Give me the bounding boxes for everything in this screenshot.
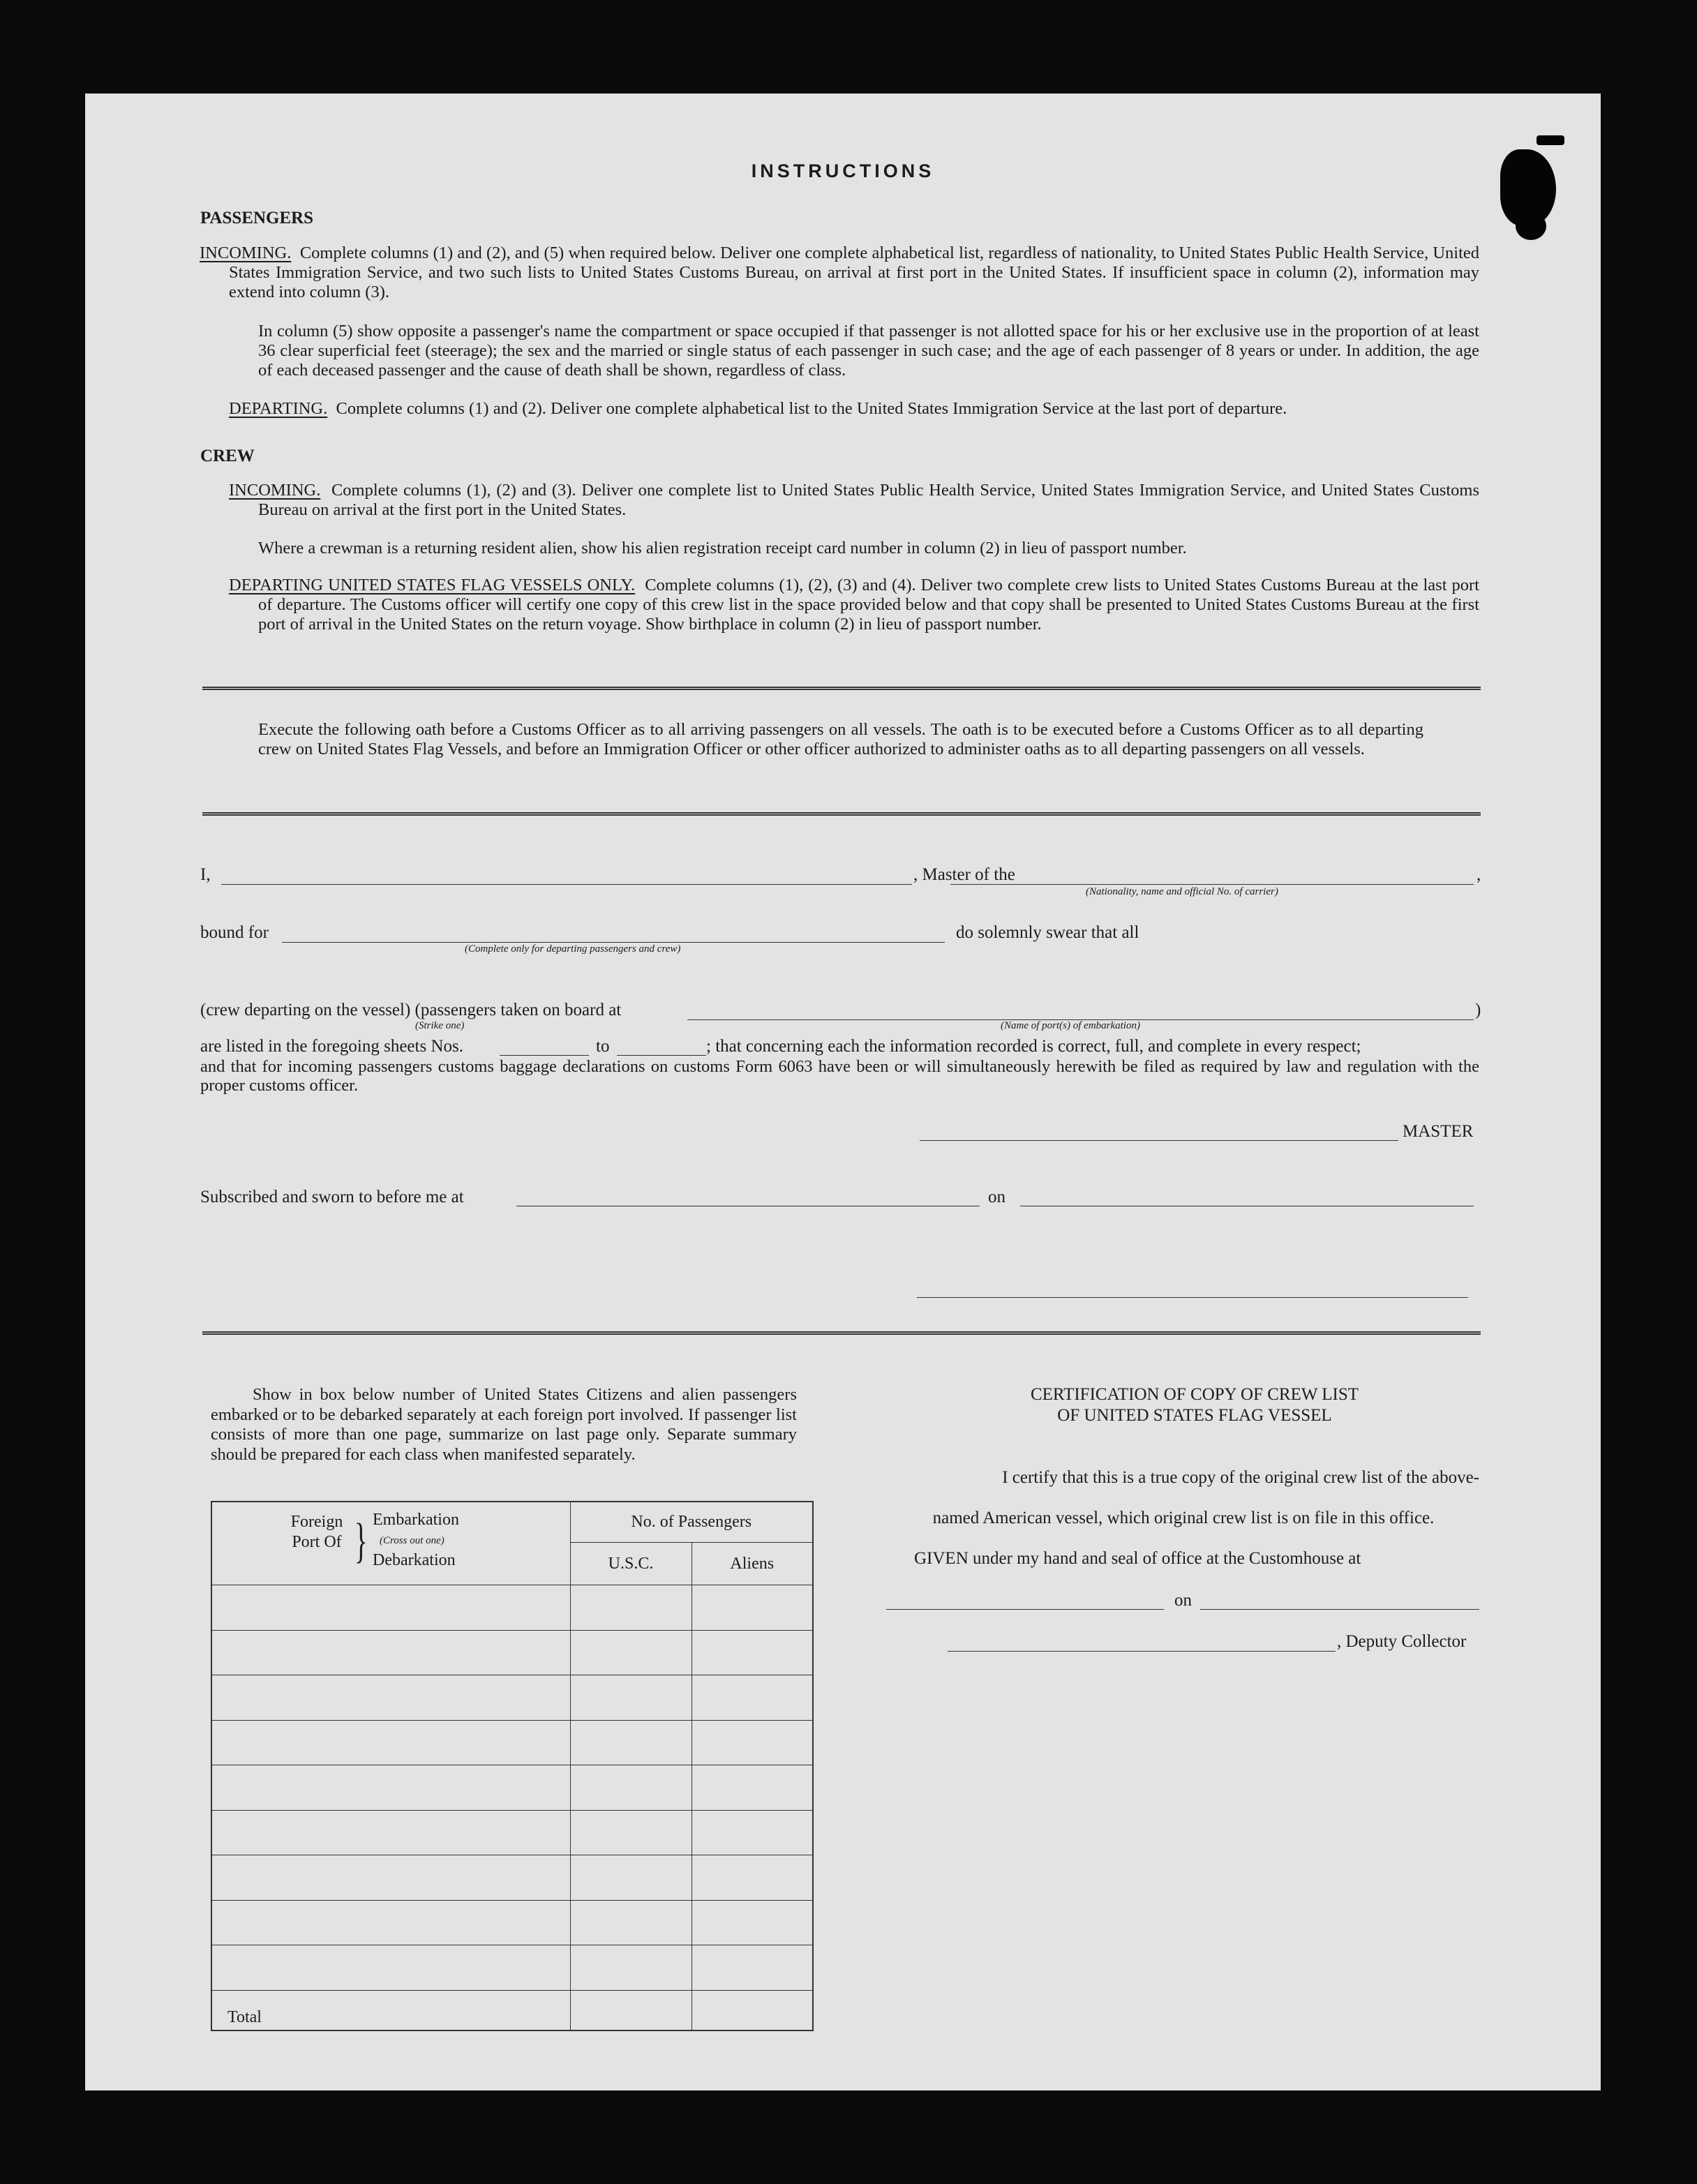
instructions-title: INSTRUCTIONS (751, 160, 935, 181)
total-row (211, 1990, 813, 2030)
section-divider (202, 812, 1481, 816)
sworn-on-label: on (988, 1188, 1006, 1206)
foreign-port-of-label: Foreign Port Of (290, 1513, 343, 1551)
sheets-label: are listed in the foregoing sheets Nos. (200, 1037, 463, 1056)
crew-departing-text: Complete columns (1), (2), (3) and (4). Deliver two complete crew lists to United States Customs Bureau at the last port of departure. The Customs officer will certify one copy of this crew list in the space provided below and that copy shall be presented to United States Customs Bureau at the first port of arrival in the United States on the return voyage. Show birthplace in column (2) in lieu of passport number. (258, 576, 1479, 634)
section-divider (202, 1331, 1481, 1335)
section-divider (202, 687, 1481, 690)
table-row (211, 1675, 813, 1721)
passengers-incoming-paragraph (200, 244, 1479, 302)
total-usc-cell[interactable] (570, 1990, 691, 2030)
column5-paragraph: In column (5) show opposite a passenger's name the compartment or space occupied if that passenger is not allotted space for his or her exclusive use in the proportion of at least 36 clear superficial feet (steerage); the sex and the married or single status of each passenger in such case; and the age of each passenger of 8 years or under. In addition, the age of each deceased passenger and the cause of death shall be shown, regardless of class. (258, 322, 1479, 380)
debarkation-label: Debarkation (373, 1551, 456, 1569)
master-signature-field[interactable] (920, 1140, 1398, 1141)
certify-line2: named American vessel, which original crew list is on file in this office. (932, 1509, 1435, 1527)
bound-caption: (Complete only for departing passengers and crew) (465, 943, 681, 955)
passengers-departing-text: Complete columns (1) and (2). Deliver one complete alphabetical list to the United States Immigration Service at the last port of departure. (336, 399, 1287, 418)
crew-departing-label: DEPARTING UNITED STATES FLAG VESSELS ONLY. (229, 576, 636, 594)
officer-signature-field[interactable] (917, 1297, 1468, 1298)
crew-incoming-text: Complete columns (1), (2) and (3). Deliver one complete list to United States Public Health Service, United States Immigration Service, and United States Customs Bureau on arrival at the first port in the United States. (258, 481, 1479, 519)
sheet-to-field[interactable] (617, 1055, 706, 1056)
sheets-text: ; that concerning each the information recorded is correct, full, and complete in every respect; (706, 1037, 1361, 1056)
close-paren: ) (1475, 1001, 1481, 1019)
cert-date-field[interactable] (1200, 1609, 1479, 1610)
swear-label: do solemnly swear that all (956, 923, 1139, 942)
table-row (211, 1810, 813, 1855)
bound-for-field[interactable] (282, 942, 945, 943)
given-text: GIVEN under my hand and seal of office at the Customhouse at (914, 1549, 1361, 1568)
customhouse-field[interactable] (886, 1609, 1164, 1610)
passengers-incoming-label: INCOMING. (200, 244, 292, 262)
table-row (211, 1585, 813, 1631)
usc-header: U.S.C. (570, 1543, 691, 1585)
deputy-collector-label: , Deputy Collector (1337, 1632, 1467, 1651)
strike-caption: (Strike one) (415, 1020, 465, 1031)
passengers-heading: PASSENGERS (200, 209, 314, 227)
total-label: Total (211, 1990, 570, 2030)
passengers-departing-label: DEPARTING. (229, 399, 328, 418)
form-sheet (85, 94, 1601, 2090)
cert-on-label: on (1174, 1591, 1192, 1610)
embarkation-label: Embarkation (373, 1511, 459, 1529)
crew-incoming-label: INCOMING. (229, 481, 321, 500)
crewman-paragraph: Where a crewman is a returning resident alien, show his alien registration receipt card number in column (2) in lieu of passport number. (258, 539, 1187, 558)
certification-title-line1: CERTIFICATION OF COPY OF CREW LIST (1030, 1385, 1359, 1404)
sheet-from-field[interactable] (500, 1055, 589, 1056)
ink-blot-artifact (1516, 212, 1546, 240)
table-row (211, 1720, 813, 1765)
passengers-incoming-text: Complete columns (1) and (2), and (5) when required below. Deliver one complete alphabetical list, regardless of nationality, to United States Public Health Service, United States Immigration Service, and two such lists to United States Customs Bureau, on arrival at first port in the United States. If insufficient space in column (2), information may extend into column (3). (229, 244, 1480, 301)
ink-blot-artifact (1537, 135, 1564, 145)
summary-instruction: Show in box below number of United States Citizens and alien passengers embarked or to be debarked separately at each foreign port involved. If passenger list consists of more than one page, summarize on last page only. Separate summary should be prepared for each class when manifested separately. (211, 1385, 797, 1464)
table-row (211, 1945, 813, 1991)
oath-instruction: Execute the following oath before a Customs Officer as to all arriving passengers on all vessels. The oath is to be executed before a Customs Officer as to all departing crew on United States Flag Vessels, and before an Immigration Officer or other officer authorized to administer oaths as to all departing passengers on all vessels. (258, 720, 1423, 758)
brace-mark: } (354, 1514, 368, 1568)
cross-out-caption: (Cross out one) (380, 1535, 444, 1546)
oath-i-label: I, (200, 865, 211, 884)
table-row (211, 1855, 813, 1901)
table-row (211, 1900, 813, 1945)
total-aliens-cell[interactable] (691, 1990, 813, 2030)
crew-departing-paragraph (200, 576, 1479, 634)
port-header-cell (211, 1502, 570, 1585)
subscribed-label: Subscribed and sworn to before me at (200, 1188, 464, 1206)
no-of-passengers-header: No. of Passengers (570, 1502, 813, 1543)
passenger-summary-table (211, 1501, 814, 2031)
carrier-field[interactable] (950, 884, 1474, 885)
crew-heading: CREW (200, 447, 255, 465)
certification-title-line2: OF UNITED STATES FLAG VESSEL (1057, 1406, 1332, 1425)
strike-one-text: (crew departing on the vessel) (passengers taken on board at (200, 1001, 622, 1019)
deputy-signature-field[interactable] (948, 1651, 1336, 1652)
aliens-header: Aliens (691, 1543, 813, 1585)
certify-line1: I certify that this is a true copy of the original crew list of the above- (1002, 1468, 1479, 1487)
to-label: to (596, 1037, 610, 1056)
master-label: MASTER (1403, 1122, 1474, 1141)
table-row (211, 1765, 813, 1811)
sheets-text-continued: and that for incoming passengers customs baggage declarations on customs Form 6063 have been or will simultaneously herewith be filed as required by law and regulation with the proper customs officer. (200, 1057, 1479, 1095)
comma-mark: , (1477, 865, 1481, 884)
port-caption: (Name of port(s) of embarkation) (1001, 1020, 1140, 1031)
master-name-field[interactable] (221, 884, 912, 885)
carrier-caption: (Nationality, name and official No. of carrier) (1086, 886, 1278, 897)
crew-incoming-paragraph (200, 481, 1479, 520)
bound-for-label: bound for (200, 923, 269, 942)
passengers-departing-paragraph (229, 399, 1479, 419)
table-row (211, 1630, 813, 1675)
master-of-label: , Master of the (913, 865, 1015, 884)
